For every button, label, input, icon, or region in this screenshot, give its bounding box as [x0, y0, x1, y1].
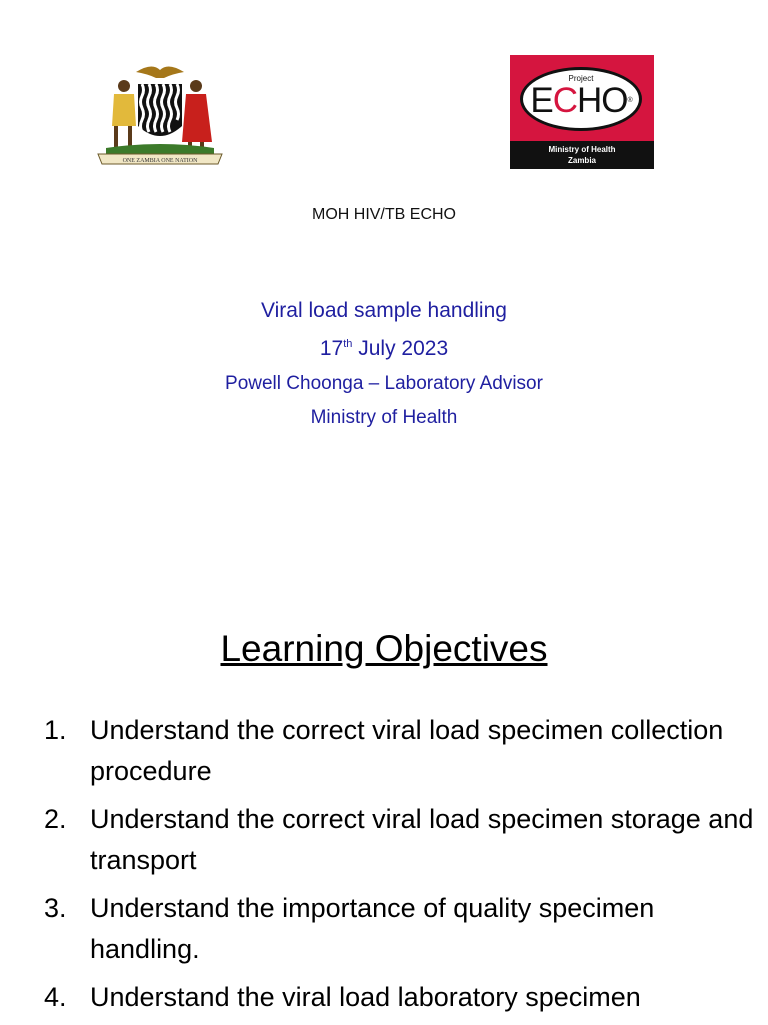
list-item-text: Understand the correct viral load specimen collection procedure: [90, 715, 724, 786]
organization-name: Ministry of Health: [310, 407, 458, 428]
coat-of-arms-icon: [92, 60, 228, 168]
list-item-text: Understand the viral load laboratory specimen: [90, 982, 641, 1012]
list-item-number: 1.: [44, 715, 67, 745]
presenter-name: Powell Choonga – Laboratory Advisor: [225, 373, 543, 394]
echo-wordmark: ECHO®: [530, 81, 632, 120]
list-item: [44, 888, 754, 970]
list-item-number: 3.: [44, 893, 67, 923]
objectives-slide: [0, 560, 768, 1024]
echo-ministry-bar: [510, 141, 654, 169]
program-label: MOH HIV/TB ECHO: [311, 206, 456, 223]
echo-ministry-line1: Ministry of Health: [548, 145, 616, 154]
echo-ministry-line2: Zambia: [567, 156, 596, 165]
list-item: [44, 977, 754, 1018]
echo-oval: [520, 67, 642, 131]
slide-title: Learning Objectives: [220, 628, 548, 669]
echo-project-label: Project: [568, 74, 594, 83]
list-item-number: 2.: [44, 804, 67, 834]
presentation-date: 17th July 2023: [319, 337, 449, 360]
list-item-text: Understand the correct viral load specimen storage and transport: [90, 804, 754, 875]
list-item-text: Understand the importance of quality specimen handling.: [90, 893, 655, 964]
list-item: [44, 710, 754, 792]
project-echo-logo: [510, 55, 654, 169]
list-item: [44, 799, 754, 881]
presentation-topic: Viral load sample handling: [261, 299, 507, 322]
objectives-list: [44, 710, 754, 1025]
list-item-number: 4.: [44, 982, 67, 1012]
svg-text:ONE ZAMBIA ONE NATION: ONE ZAMBIA ONE NATION: [122, 158, 198, 164]
